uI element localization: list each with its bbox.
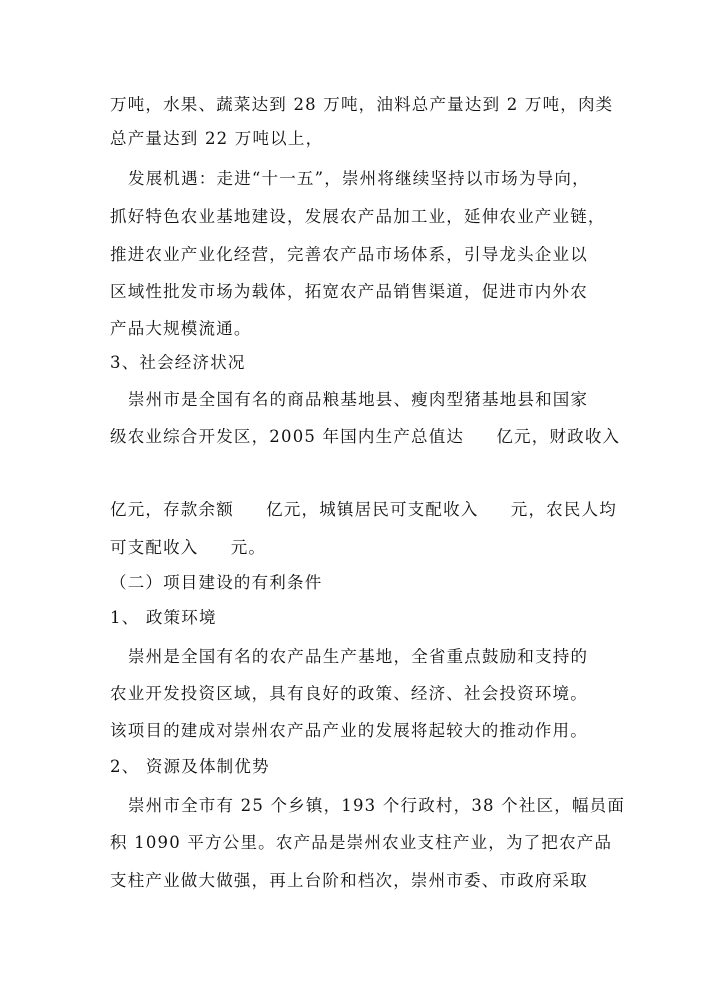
text-line: 该项目的建成对崇州农产品产业的发展将起较大的推动作用。 [110,721,588,740]
paragraph-first-line: 崇州市全市有 25 个乡镇，193 个行政村，38 个社区，幅员面 [128,796,626,815]
text-line: 推进农业产业化经营，完善农产品市场体系，引导龙头企业以 [110,245,588,264]
paragraph-first-line: 发展机遇：走进“十一五”，崇州将继续坚持以市场为导向， [128,169,590,188]
text-line: 产品大规模流通。 [110,319,252,338]
subsection-heading: 2、 资源及体制优势 [110,757,270,776]
text-line: 区域性批发市场为载体，拓宽农产品销售渠道，促进市内外农 [110,282,588,301]
text-line: 总产量达到 22 万吨以上， [110,129,324,148]
section-heading: 3、社会经济状况 [110,353,246,372]
text-line: 抓好特色农业基地建设，发展农产品加工业，延伸农业产业链， [110,207,606,226]
text-line: 积 1090 平方公里。农产品是崇州农业支柱产业，为了把农产品 [110,833,613,852]
text-line: 支柱产业做大做强，再上台阶和档次，崇州市委、市政府采取 [110,871,588,890]
paragraph-first-line: 崇州是全国有名的农产品生产基地，全省重点鼓励和支持的 [128,647,589,666]
text-line: 级农业综合开发区，2005 年国内生产总值达 亿元，财政收入 [110,427,621,446]
text-line: 万吨，水果、蔬菜达到 28 万吨，油料总产量达到 2 万吨，肉类 [110,95,614,114]
paragraph-first-line: 崇州市是全国有名的商品粮基地县、瘦肉型猪基地县和国家 [128,390,589,409]
text-line: 农业开发投资区域，具有良好的政策、经济、社会投资环境。 [110,684,588,703]
subsection-heading: 1、 政策环境 [110,608,217,627]
text-line: 亿元，存款余额 亿元，城镇居民可支配收入 元，农民人均 [110,500,617,519]
text-line: 可支配收入 元。 [110,538,267,557]
section-heading: （二）项目建设的有利条件 [110,573,323,592]
